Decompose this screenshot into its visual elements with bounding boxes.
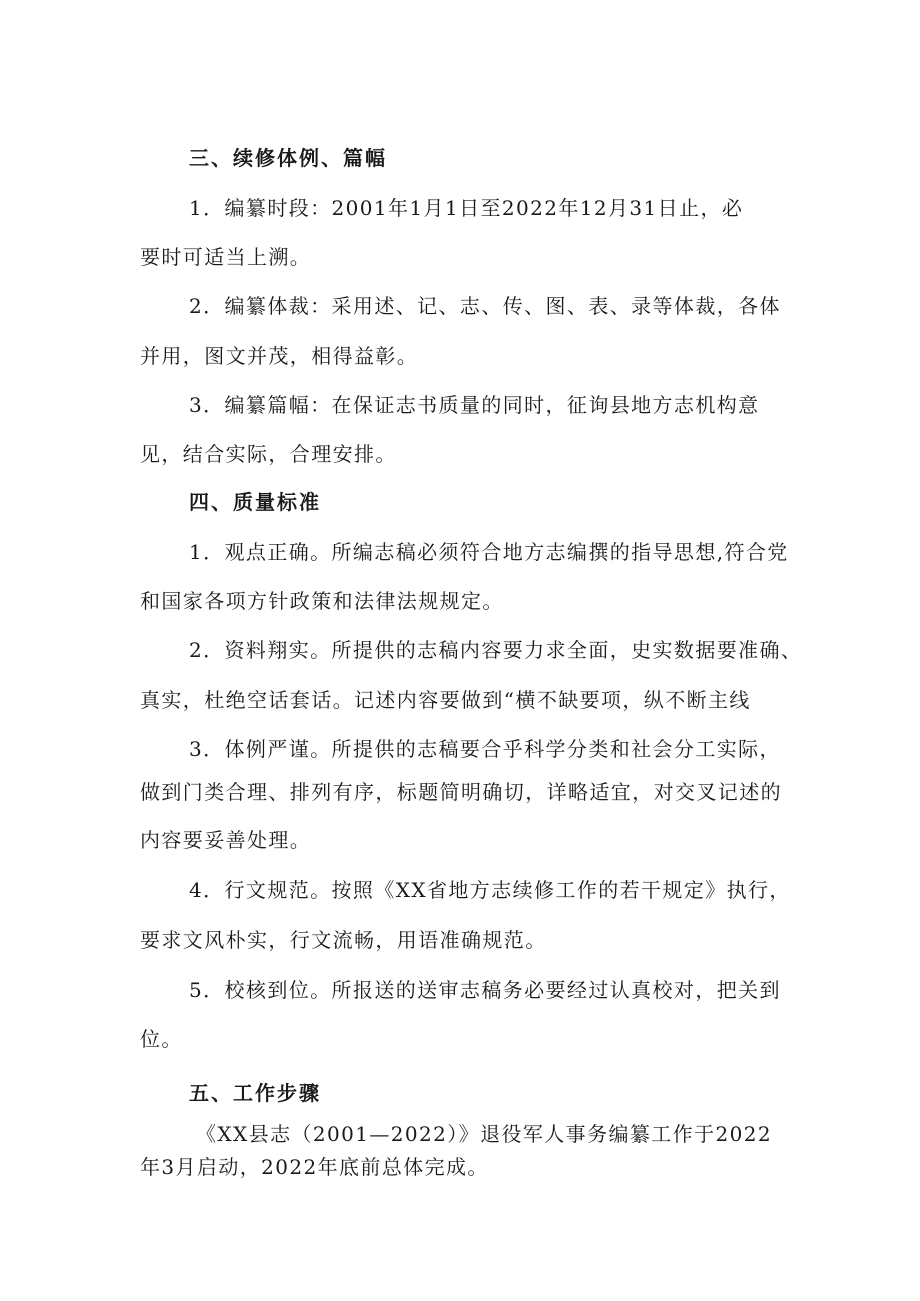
paragraph-line: 5．校核到位。所报送的送审志稿务必要经过认真校对，把关到 [189,978,781,1002]
paragraph-line: 4．行文规范。按照《XX省地方志续修工作的若干规定》执行， [189,878,791,902]
paragraph-line: 3．编纂篇幅：在保证志书质量的同时，征询县地方志机构意 [189,393,760,417]
paragraph-line: 年3月启动，2022年底前总体完成。 [140,1155,489,1179]
paragraph-line: 1．观点正确。所编志稿必须符合地方志编撰的指导思想,符合党 [189,540,789,564]
paragraph-line: 1．编纂时段：2001年1月1日至2022年12月31日止，必 [189,196,744,220]
paragraph-line: 并用，图文并茂，相得益彰。 [140,344,419,368]
paragraph-line: 要求文风朴实，行文流畅，用语准确规范。 [140,928,547,952]
section-heading-4: 四、质量标准 [189,490,321,514]
paragraph-line: 位。 [140,1027,183,1051]
paragraph-line: 真实，杜绝空话套话。记述内容要做到“横不缺要项，纵不断主线 [140,688,751,712]
paragraph-line: 内容要妥善处理。 [140,828,312,852]
paragraph-line: 做到门类合理、排列有序，标题简明确切，详略适宜，对交叉记述的 [140,780,782,804]
paragraph-line: 见，结合实际，合理安排。 [140,442,397,466]
paragraph-line: 和国家各项方针政策和法律法规规定。 [140,589,504,613]
paragraph-line: 2．资料翔实。所提供的志稿内容要力求全面，史实数据要准确、 [189,638,803,662]
paragraph-line: 要时可适当上溯。 [140,245,312,269]
paragraph-line: 《XX县志（2001—2022）》退役军人事务编纂工作于2022 [196,1122,772,1146]
paragraph-line: 3．体例严谨。所提供的志稿要合乎科学分类和社会分工实际， [189,737,781,761]
paragraph-line: 2．编纂体裁：采用述、记、志、传、图、表、录等体裁，各体 [189,294,781,318]
section-heading-3: 三、续修体例、篇幅 [189,146,387,170]
section-heading-5: 五、工作步骤 [189,1081,321,1105]
